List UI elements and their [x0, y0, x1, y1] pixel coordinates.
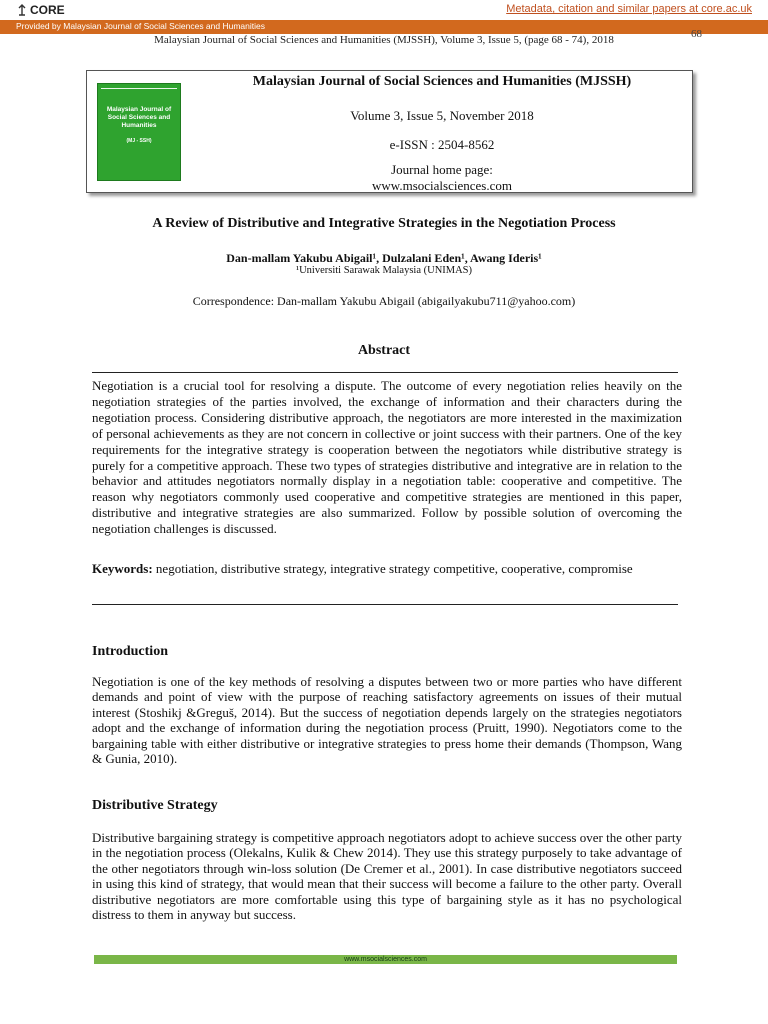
journal-cover-image — [97, 83, 181, 181]
journal-volume: Volume 3, Issue 5, November 2018 — [350, 108, 534, 123]
running-head: Malaysian Journal of Social Sciences and Humanities (MJSSH), Volume 3, Issue 5, (page 68 - 74), 2018 — [154, 34, 614, 46]
abstract-body: Negotiation is a crucial tool for resolving a dispute. The outcome of every negotiation relies heavily on the negotiation strategies of the parties involved, the exchange of information and their characters during the negotiation process. Considering distributive approach, the negotiators are more interested in the maximization of personal achievements as they are not concern in collective or joint success with their partners. One of the key requirements for the integrative strategy is cooperation between the negotiators while distributive strategy is purely for a competitive approach. These two types of strategies distributive and integrative are in relation to the behavior and attitudes negotiators normally display in a negotiation table: cooperative and competitive. The reason why negotiators commonly used cooperative and competitive strategies are mentioned in this paper, distributive and integrative strategies are also summarized. Follow by possible solution of overcoming the negotiation challenges is discussed. — [92, 378, 682, 537]
core-logo-icon — [17, 4, 27, 16]
abstract-heading: Abstract — [357, 343, 411, 358]
journal-details — [197, 71, 687, 194]
footer-url[interactable]: www.msocialsciences.com — [344, 956, 427, 963]
paper-title: A Review of Distributive and Integrative Strategies in the Negotiation Process — [152, 216, 616, 231]
journal-homepage-url[interactable]: www.msocialsciences.com — [372, 178, 512, 193]
section-body-introduction: Negotiation is one of the key methods of resolving a disputes between two or more parties who have different demands and point of view with the purpose of reaching satisfactory agreements on issues of their mutual interest (Stoshikj &Greguš, 2014). But the success of negotiation depends largely on the strategies negotiators adopt and the exchange of information during the negotiation process (Pruitt, 1990). Negotiators come to the bargaining table with either distributive or integrative strategies to press home their demands (Thompson, Wang & Gunia, 2010). — [92, 674, 682, 767]
section-heading-introduction: Introduction — [92, 644, 168, 659]
footer-bar — [94, 955, 677, 964]
cover-title: Malaysian Journal of Social Sciences and Humanities — [106, 106, 172, 129]
provided-by-bar — [0, 20, 768, 34]
author-list: Dan-mallam Yakubu Abigail¹, Dulzalani Eden¹, Awang Ideris¹ — [226, 251, 542, 265]
correspondence: Correspondence: Dan-mallam Yakubu Abigail (abigailyakubu711@yahoo.com) — [192, 294, 576, 308]
keywords — [92, 562, 682, 576]
section-heading-distributive-strategy: Distributive Strategy — [92, 798, 218, 813]
cover-subtitle: (MJ - SSH) — [126, 138, 152, 144]
core-logo-text: CORE — [30, 3, 65, 17]
abstract-bottom-rule — [92, 604, 678, 605]
keywords-list: negotiation, distributive strategy, integrative strategy competitive, cooperative, compromise — [155, 561, 633, 576]
core-banner — [0, 0, 768, 20]
journal-eissn: e-ISSN : 2504-8562 — [389, 137, 495, 152]
journal-name: Malaysian Journal of Social Sciences and Humanities (MJSSH) — [252, 74, 632, 89]
abstract-top-rule — [92, 372, 678, 373]
provided-by-text: Provided by Malaysian Journal of Social Sciences and Humanities — [16, 21, 265, 31]
metadata-link[interactable]: Metadata, citation and similar papers at core.ac.uk — [506, 3, 752, 15]
journal-homepage-label: Journal home page: — [391, 162, 493, 177]
keywords-label: Keywords: — [92, 561, 153, 576]
page-number: 68 — [691, 28, 702, 40]
journal-info-box — [86, 70, 693, 193]
section-body-distributive-strategy: Distributive bargaining strategy is competitive approach negotiators adopt to achieve success over the other party in the negotiation process (Olekalns, Kulik & Chew 2014). They use this strategy purposely to take advantage of the other negotiators through win-loss solution (De Cremer et al., 2001). In case distributive negotiators succeed in using this kind of strategy, that would mean that their success will become a failure to the other party. Overall distributive negotiators are more comfortable using this type of bargaining style as it has no psychological distress to them in anyway but success. — [92, 830, 682, 923]
core-logo[interactable] — [17, 3, 65, 17]
cover-top-rule — [101, 88, 177, 93]
author-affiliation: ¹Universiti Sarawak Malaysia (UNIMAS) — [295, 265, 473, 276]
